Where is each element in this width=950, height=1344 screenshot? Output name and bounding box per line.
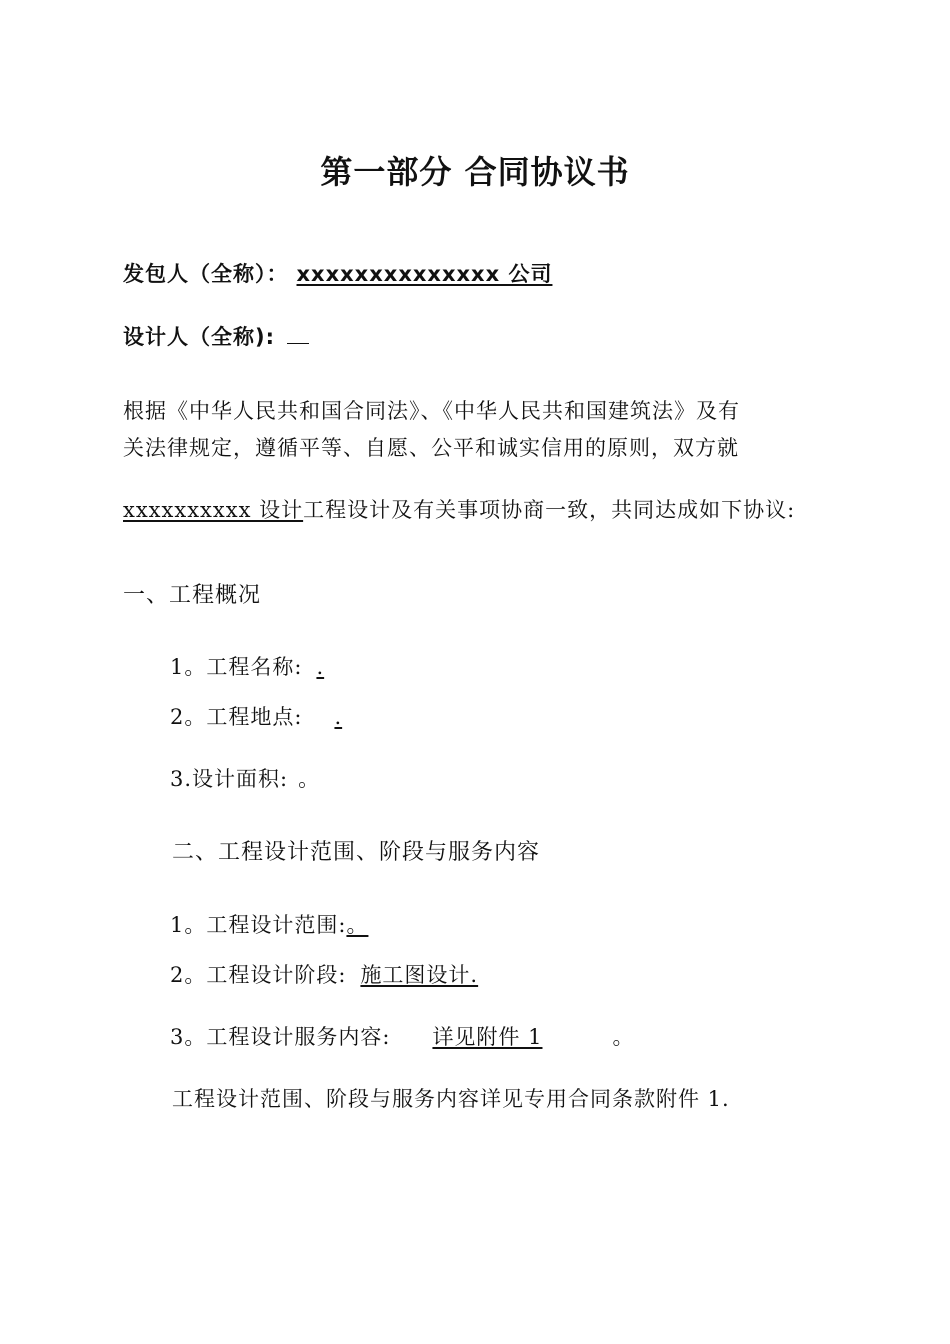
section-2-note: 工程设计范围、阶段与服务内容详见专用合同条款附件 1. xyxy=(172,1087,730,1111)
item-value: 详见附件 1 xyxy=(432,1025,543,1049)
party-b-label: 设计人（全称): xyxy=(123,325,275,349)
item-value: 施工图设计. xyxy=(360,963,479,987)
item-value: 。 xyxy=(346,913,369,937)
party-b-blank xyxy=(287,323,309,344)
section-2-heading: 二、工程设计范围、阶段与服务内容 xyxy=(172,840,541,865)
party-a-value: xxxxxxxxxxxxxx 公司 xyxy=(296,262,553,286)
section-1-heading: 一、工程概况 xyxy=(123,583,262,608)
item-label: 3.设计面积: xyxy=(170,767,289,791)
intro-line-1: 根据《中华人民共和国合同法》、《中华人民共和国建筑法》及有 xyxy=(123,399,740,423)
item-label: 2。工程设计阶段: xyxy=(170,963,347,987)
item-label: 1。工程名称: xyxy=(170,655,303,679)
item-value: . xyxy=(316,655,325,679)
section-1-item-3 xyxy=(170,765,320,793)
intro-line-3-rest: 工程设计及有关事项协商一致，共同达成如下协议: xyxy=(303,498,796,522)
item-value: 。 xyxy=(298,767,321,791)
party-a-line xyxy=(123,260,604,288)
intro-line-2: 关法律规定，遵循平等、自愿、公平和诚实信用的原则，双方就 xyxy=(123,436,739,460)
item-label: 3。工程设计服务内容: xyxy=(170,1025,391,1049)
item-value: . xyxy=(334,705,343,729)
item-label: 2。工程地点: xyxy=(170,705,303,729)
section-2-item-1 xyxy=(170,911,376,939)
party-b-line xyxy=(123,323,309,351)
item-end: 。 xyxy=(612,1025,635,1049)
project-name: xxxxxxxxxx 设计 xyxy=(123,498,304,522)
page-title: 第一部分 合同协议书 xyxy=(320,153,630,191)
section-2-item-3 xyxy=(170,1023,634,1051)
item-label: 1。工程设计范围: xyxy=(170,913,347,937)
section-1-item-1 xyxy=(170,653,324,681)
section-1-item-2 xyxy=(170,703,348,731)
party-a-label: 发包人（全称）： xyxy=(123,262,289,286)
section-2-item-2 xyxy=(170,961,478,989)
intro-line-3 xyxy=(123,496,795,524)
